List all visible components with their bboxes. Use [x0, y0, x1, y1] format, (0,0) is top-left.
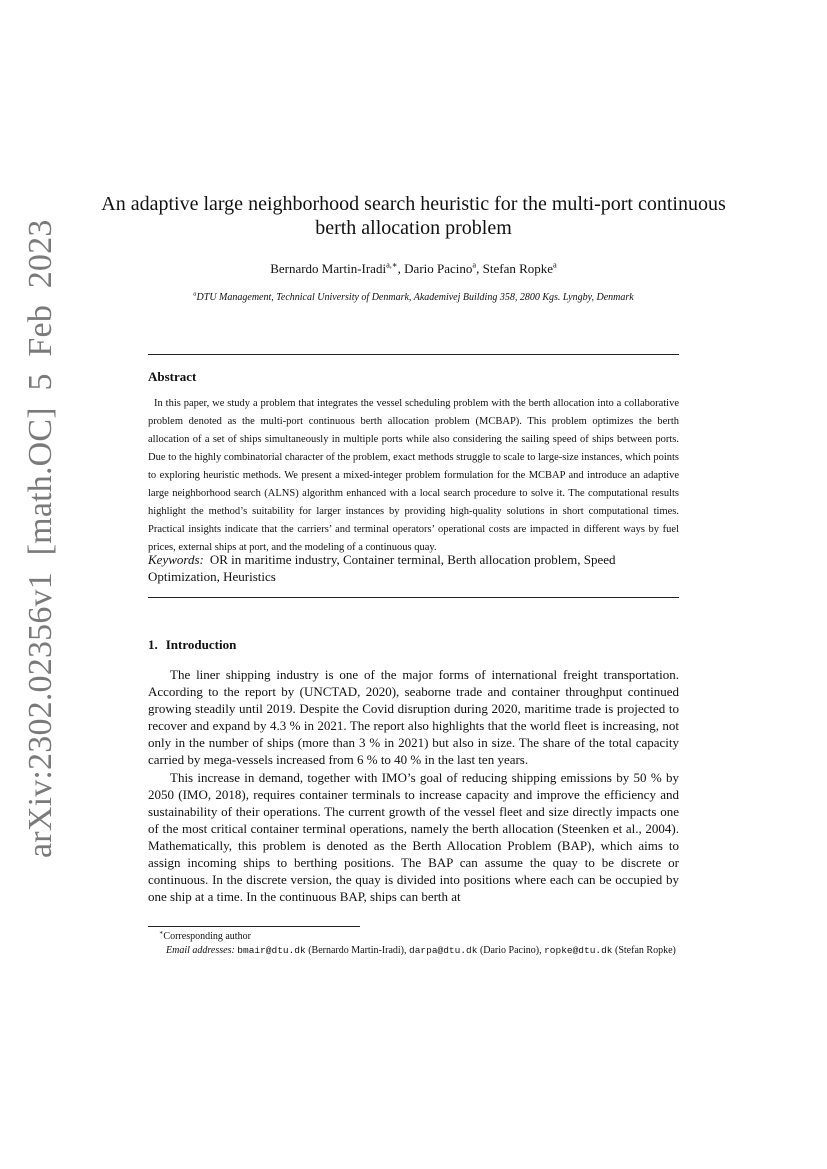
email-owner: (Dario Pacino) [479, 945, 540, 956]
abstract-text: In this paper, we study a problem that integrates the vessel scheduling problem with the berth allocation into a collaborative problem denoted as the multi-port continuous berth allocation problem (MCBAP). This problem optimizes the berth allocation of a set of ships simultaneously in multiple ports while also considering the sailing speed of ships between ports. Due to the highly combinatorial character of the problem, exact methods struggle to scale to large-size instances, which points to exploring heuristic methods. We present a mixed-integer problem formulation for the MCBAP and introduce an adaptive large neighborhood search (ALNS) algorithm enhanced with a local search procedure to solve it. The computational results highlight the method’s suitability for larger instances by providing high-quality solutions in short computational times. Practical insights indicate that the carriers’ and terminal operators’ operational costs are impacted in different ways by fuel prices, external ships at port, and the modeling of a continuous quay. [148, 398, 679, 553]
email-owner: (Bernardo Martin-Iradi) [308, 945, 405, 956]
email-owner: (Stefan Ropke) [615, 945, 676, 956]
author-affiliation-mark: a [553, 259, 557, 270]
footnote-corresponding-text: Corresponding author [163, 931, 251, 942]
author-affiliation-mark: a,∗ [386, 259, 398, 270]
email-link[interactable]: ropke@dtu.dk [544, 945, 613, 956]
footnote-mark: ∗ [159, 929, 164, 937]
body-paragraph: The liner shipping industry is one of the major forms of international freight transportation. According to the report by (UNCTAD, 2020), seaborne trade and container throughput continued growing steadily until 2019. Despite the Covid disruption during 2020, maritime trade is projected to recover and expand by 4.3 % in 2021. The report also highlights that the world fleet is increasing, not only in the number of ships (more than 3 % in 2021) but also in size. The share of the total capacity carried by mega-vessels increased from 6 % to 40 % in the last ten years. [148, 667, 679, 768]
author-name: Stefan Ropke [482, 261, 554, 276]
keywords [148, 551, 679, 585]
footnote-emails: Email addresses: bmair@dtu.dk (Bernardo Martin-Iradi), darpa@dtu.dk (Dario Pacino), ropke@dtu.dk (Stefan Ropke) [166, 945, 676, 956]
affiliation-mark: a [193, 290, 197, 298]
author-name: Bernardo Martin-Iradi [270, 261, 387, 276]
author-affiliation-mark: a [472, 259, 477, 270]
affiliation [100, 292, 727, 303]
footnote-corresponding [148, 930, 679, 944]
author-name: Dario Pacino [404, 261, 473, 276]
email-link[interactable]: bmair@dtu.dk [237, 945, 306, 956]
paper-title: An adaptive large neighborhood search heuristic for the multi-port continuous berth allocation problem [101, 193, 726, 239]
section-number: 1. [148, 637, 158, 652]
footnotes [148, 930, 679, 958]
body-paragraph: This increase in demand, together with IMO’s goal of reducing shipping emissions by 50 % by 2050 (IMO, 2018), requires container terminals to increase capacity and improve the efficiency and sustainability of their operations. The current growth of the vessel fleet and size directly impacts one of the most critical container terminal operations, namely the berth allocation (Steenken et al., 2004). Mathematically, this problem is denoted as the Berth Allocation Problem (BAP), which aims to assign incoming ships to berthing positions. The BAP can assume the quay to be discrete or continuous. In the discrete version, the quay is divided into positions where each can be occupied by one ship at a time. In the continuous BAP, ships can berth at [148, 769, 679, 905]
email-link[interactable]: darpa@dtu.dk [409, 945, 478, 956]
section-title: Introduction [165, 637, 237, 652]
abstract-heading: Abstract [148, 369, 197, 384]
footnote-rule [148, 926, 360, 927]
section-heading [148, 637, 236, 653]
email-label: Email addresses: [166, 945, 235, 956]
keywords-label: Keywords: [148, 552, 204, 567]
author-list: Bernardo Martin-Iradi$^{a,∗}$, Dario Pacino$^a$, Stefan Ropke$^a$ [270, 259, 557, 276]
keywords-text: OR in maritime industry, Container terminal, Berth allocation problem, Speed Optimization, Heuristics [148, 552, 616, 584]
abstract-top-rule [148, 354, 679, 355]
section-body [148, 666, 679, 905]
abstract-bottom-rule [148, 597, 679, 598]
arxiv-identifier-stamp: arXiv:2302.02356v1 [math.OC] 5 Feb 2023 [22, 219, 59, 858]
affiliation-text: DTU Management, Technical University of Denmark, Akademivej Building 358, 2800 Kgs. Lyngby, Denmark [196, 292, 634, 303]
